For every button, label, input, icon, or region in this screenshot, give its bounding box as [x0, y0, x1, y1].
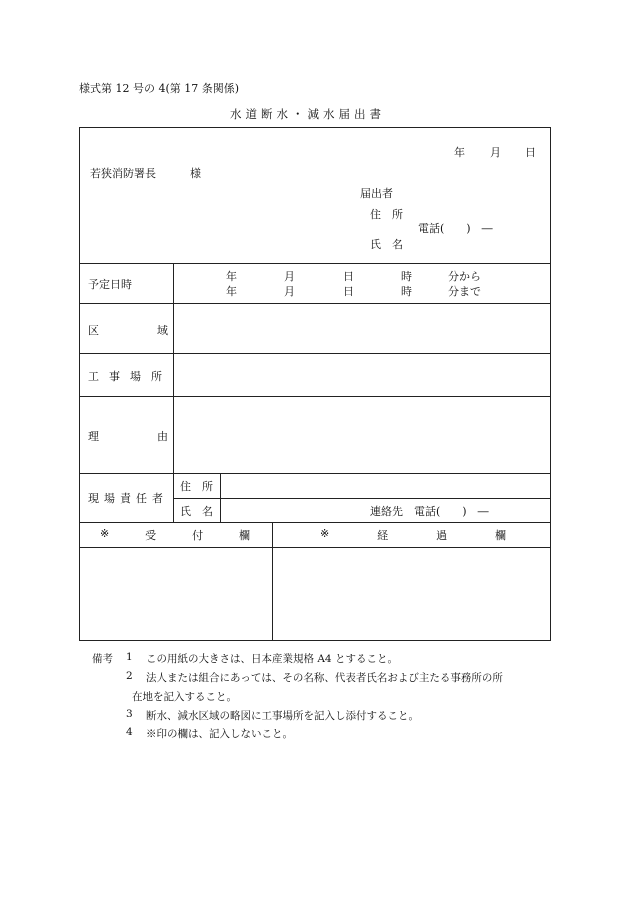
progress-area: [273, 548, 550, 641]
notifier-label: 届出者: [360, 187, 393, 200]
manager-address-field[interactable]: [221, 474, 550, 498]
to-year: 年: [226, 285, 237, 298]
from-day: 日: [343, 270, 354, 283]
note-1-number: 1: [126, 651, 133, 663]
note-2-number: 2: [126, 670, 133, 682]
from-year: 年: [226, 270, 237, 283]
reception-area: [80, 548, 272, 641]
note-2-text: 法人または組合にあっては、その名称、代表者氏名および主たる事務所の所: [146, 672, 503, 684]
reception-column-header: ※ 受 付 欄: [100, 527, 250, 542]
reason-field[interactable]: [174, 397, 550, 473]
from-hour: 時: [401, 270, 412, 283]
manager-address-label: 住 所: [180, 480, 213, 493]
to-day: 日: [343, 285, 354, 298]
page-title: 水道断水・減水届出書: [230, 107, 385, 121]
note-2-continuation: 在地を記入すること。: [132, 691, 237, 703]
site-field[interactable]: [174, 354, 550, 396]
reason-label: 理由: [88, 430, 226, 443]
date-year-label: 年: [454, 146, 465, 159]
from-month: 月: [284, 270, 295, 283]
addressee: 若狭消防署長: [90, 167, 156, 180]
note-4-number: 4: [126, 726, 133, 738]
manager-name-label: 氏 名: [180, 505, 213, 518]
to-suffix: 分まで: [448, 285, 481, 298]
form-number: 様式第 12 号の 4(第 17 条関係): [79, 82, 240, 95]
to-month: 月: [284, 285, 295, 298]
note-3-number: 3: [126, 708, 133, 720]
notes-label: 備考: [92, 653, 113, 665]
to-hour: 時: [401, 285, 412, 298]
from-suffix: 分から: [448, 270, 481, 283]
note-3-text: 断水、減水区域の略図に工事場所を記入し添付すること。: [146, 710, 419, 722]
area-label: 区域: [88, 324, 226, 337]
progress-column-header: ※ 経 過 欄: [320, 527, 506, 542]
date-day-label: 日: [525, 146, 536, 159]
manager-label: 現場責任者: [88, 492, 168, 505]
date-month-label: 月: [490, 146, 501, 159]
note-1-text: この用紙の大きさは、日本産業規格 A4 とすること。: [146, 653, 398, 665]
notifier-name-label: 氏 名: [370, 238, 403, 251]
form-table: [79, 127, 551, 641]
addressee-honorific: 様: [190, 167, 201, 180]
note-4-text: ※印の欄は、記入しないこと。: [146, 728, 293, 740]
schedule-label: 予定日時: [88, 278, 132, 291]
notifier-phone-label: 電話( ) ―: [418, 222, 493, 235]
manager-contact-label: 連絡先 電話( ) ―: [370, 505, 489, 518]
site-label: 工事場所: [88, 370, 172, 383]
area-field[interactable]: [174, 304, 550, 353]
notifier-address-label: 住 所: [370, 208, 403, 221]
